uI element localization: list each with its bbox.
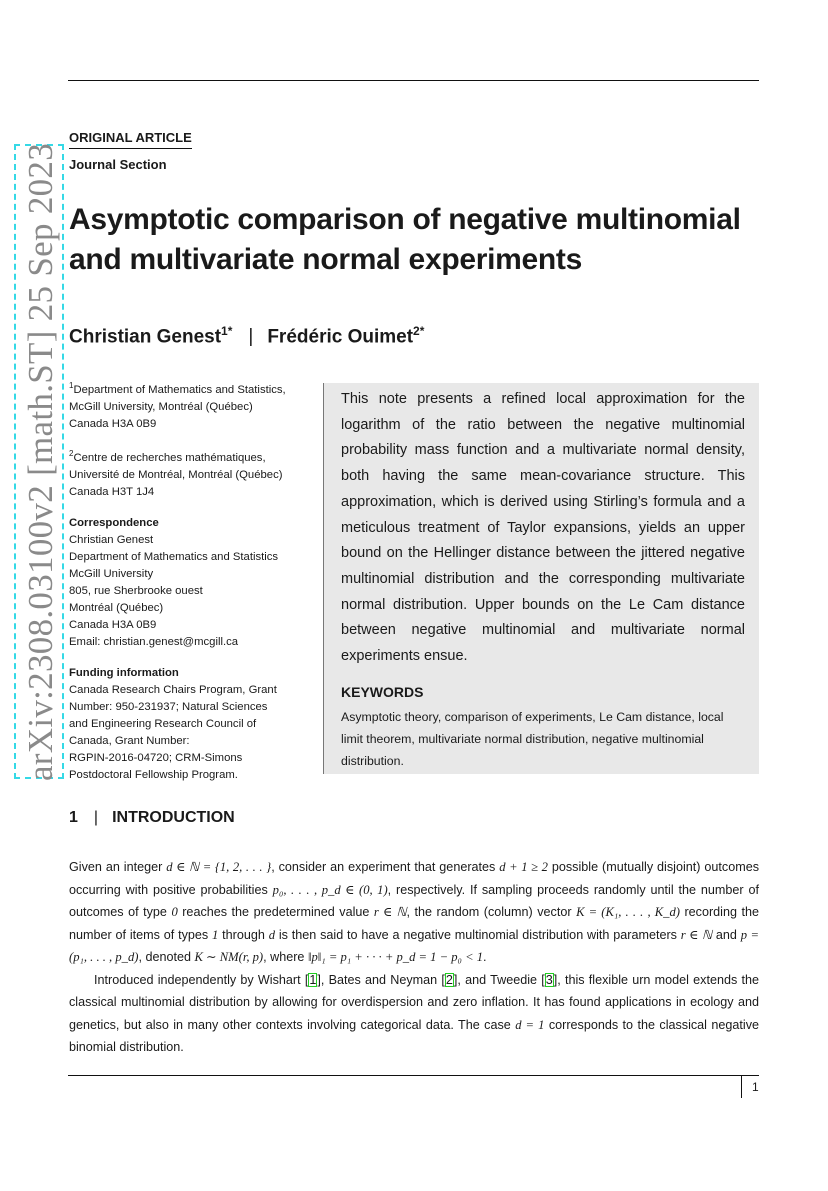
text-run: , and Tweedie bbox=[457, 972, 542, 987]
affiliation-1 bbox=[69, 377, 314, 433]
affiliation-line: Université de Montréal, Montréal (Québec) bbox=[69, 468, 283, 481]
math-inline: 0 bbox=[171, 905, 178, 919]
text-run: Introduced independently by Wishart bbox=[94, 972, 305, 987]
correspondence-line: Department of Mathematics and Statistics bbox=[69, 550, 279, 563]
text-run: through bbox=[218, 927, 269, 942]
author-name: Christian Genest bbox=[69, 326, 222, 348]
text-run: , denoted bbox=[138, 950, 195, 964]
math-inline: 1 bbox=[212, 927, 219, 942]
funding-line: Canada Research Chairs Program, Grant bbox=[69, 683, 277, 696]
section-title: INTRODUCTION bbox=[112, 809, 235, 826]
math-inline: K ∼ NM(r, p) bbox=[194, 950, 264, 964]
author-mark: 1* bbox=[221, 324, 233, 338]
correspondence-line: Montréal (Québec) bbox=[69, 601, 164, 614]
funding-line: Postdoctoral Fellowship Program. bbox=[69, 768, 238, 781]
math-inline: K = (K₁, . . . , K_d) bbox=[576, 905, 680, 919]
text-run: , the random (column) vector bbox=[406, 905, 577, 919]
affiliation-2 bbox=[69, 445, 314, 501]
keywords-text: Asymptotic theory, comparison of experiments, Le Cam distance, local limit theorem, multivariate normal distribution, negative multinomial distribution. bbox=[341, 710, 724, 768]
top-rule bbox=[68, 80, 759, 81]
funding-heading: Funding information bbox=[69, 666, 179, 679]
math-inline: d bbox=[268, 927, 276, 942]
text-run: , where bbox=[263, 950, 308, 964]
citation-link[interactable]: 1 bbox=[309, 972, 317, 987]
paper-title: Asymptotic comparison of negative multinomial and multivariate normal experiments bbox=[69, 203, 741, 276]
funding-line: RGPIN-2016-04720; CRM-Simons bbox=[69, 751, 243, 764]
correspondence-block bbox=[69, 515, 314, 651]
text-run: , respectively. If sampling proceeds randomly until the number of outcomes of type bbox=[69, 882, 759, 919]
section-heading bbox=[69, 809, 235, 827]
abstract-text: This note presents a refined local approximation for the logarithm of the ratio between the negative multinomial probability mass function and a multivariate normal density, both having the same mean-covariance structure. This approximation, which is derived using Stirling’s formula and a meticulous treatment of Taylor expansions, yields an upper bound on the Hellinger distance between the jittered negative multinomial distribution and the corresponding multivariate normal distribution. Upper bounds on the Le Cam distance between negative multinomial and multivariate normal experiments ensue. bbox=[341, 391, 745, 665]
math-inline: p₀, . . . , p_d ∈ (0, 1) bbox=[272, 882, 388, 897]
text-run: is then said to have a negative multinomial distribution with parameters bbox=[275, 927, 681, 942]
text-run: , Bates and Neyman bbox=[320, 972, 442, 987]
math-inline: d + 1 ≥ 2 bbox=[499, 860, 548, 874]
affiliation-line: Centre de recherches mathématiques, bbox=[73, 451, 266, 464]
math-inline: d ∈ ℕ = {1, 2, . . . } bbox=[166, 860, 272, 874]
author-name: Frédéric Ouimet bbox=[267, 326, 414, 348]
math-inline: r ∈ ℕ bbox=[373, 905, 407, 919]
author-info-column bbox=[69, 377, 314, 798]
paragraph bbox=[69, 856, 759, 969]
math-inline: d = 1 bbox=[515, 1017, 545, 1032]
journal-section-label: Journal Section bbox=[69, 157, 167, 172]
correspondence-email[interactable]: Email: christian.genest@mcgill.ca bbox=[69, 635, 239, 648]
arxiv-identifier[interactable]: arXiv:2308.03100v2 [math.ST] 25 Sep 2023 bbox=[21, 142, 60, 782]
affiliation-line: McGill University, Montréal (Québec) bbox=[69, 400, 253, 413]
author-list bbox=[69, 324, 424, 348]
page-number-bar bbox=[741, 1076, 742, 1098]
funding-line: Number: 950-231937; Natural Sciences bbox=[69, 700, 268, 713]
text-run: , this flexible urn model extends the classical multinomial distribution by allowing for overdispersion and zero inflation. It has found applications in ecology and genetics, but also in many other contexts involving categorical data. The case bbox=[69, 972, 760, 1032]
math-inline: r ∈ ℕ bbox=[680, 927, 713, 942]
keywords-heading: KEYWORDS bbox=[341, 684, 424, 700]
text-run: Given an integer bbox=[69, 860, 167, 874]
correspondence-line: 805, rue Sherbrooke ouest bbox=[69, 584, 203, 597]
arxiv-stamp-frame[interactable] bbox=[14, 142, 64, 782]
text-run: corresponds to the classical negative binomial distribution. bbox=[69, 1017, 760, 1054]
text-run: possible (mutually disjoint) outcomes occurring with positive probabilities bbox=[69, 860, 759, 897]
section-number: 1 bbox=[69, 809, 78, 826]
author-mark: 2* bbox=[413, 324, 425, 338]
affiliation-number: 1 bbox=[69, 381, 74, 390]
affiliation-line: Department of Mathematics and Statistics, bbox=[73, 383, 286, 396]
text-run: reaches the predetermined value bbox=[177, 905, 374, 919]
funding-block bbox=[69, 665, 314, 784]
funding-line: Canada, Grant Number: bbox=[69, 734, 190, 747]
section-separator: | bbox=[93, 809, 99, 826]
paragraph: Introduced independently by Wishart [1], Bates and Neyman [2], and Tweedie [3], this flexible urn model extends the classical multinomial distribution by allowing for overdispersion and zero inflation. It has found applications in ecology and genetics, but also in many other contexts involving categorical data. The case d = 1 corresponds to the classical negative binomial distribution. bbox=[69, 972, 760, 1054]
text-run: . bbox=[483, 950, 487, 964]
math-inline: ‖p‖₁ = p₁ + · · · + p_d = 1 − p₀ < 1 bbox=[307, 950, 484, 964]
math-inline: p = (p₁, . . . , p_d) bbox=[69, 927, 759, 964]
author-separator: | bbox=[248, 326, 254, 348]
affiliation-line: Canada H3A 0B9 bbox=[69, 417, 157, 430]
correspondence-line: Canada H3A 0B9 bbox=[69, 618, 157, 631]
body-text bbox=[69, 856, 759, 1059]
citation-link[interactable]: 2 bbox=[445, 972, 453, 987]
bottom-rule bbox=[68, 1075, 759, 1076]
text-run: and bbox=[712, 927, 741, 942]
affiliation-number: 2 bbox=[69, 448, 74, 458]
citation-link[interactable]: 3 bbox=[545, 972, 553, 987]
text-run: recording the number of items of types bbox=[69, 905, 759, 942]
article-type-label: ORIGINAL ARTICLE bbox=[69, 130, 192, 149]
page-number: 1 bbox=[752, 1080, 759, 1094]
correspondence-line: Christian Genest bbox=[69, 533, 154, 546]
funding-line: and Engineering Research Council of bbox=[69, 717, 257, 730]
affiliation-line: Canada H3T 1J4 bbox=[69, 485, 155, 498]
correspondence-heading: Correspondence bbox=[69, 516, 159, 529]
correspondence-line: McGill University bbox=[69, 567, 154, 580]
text-run: , consider an experiment that generates bbox=[271, 860, 500, 874]
